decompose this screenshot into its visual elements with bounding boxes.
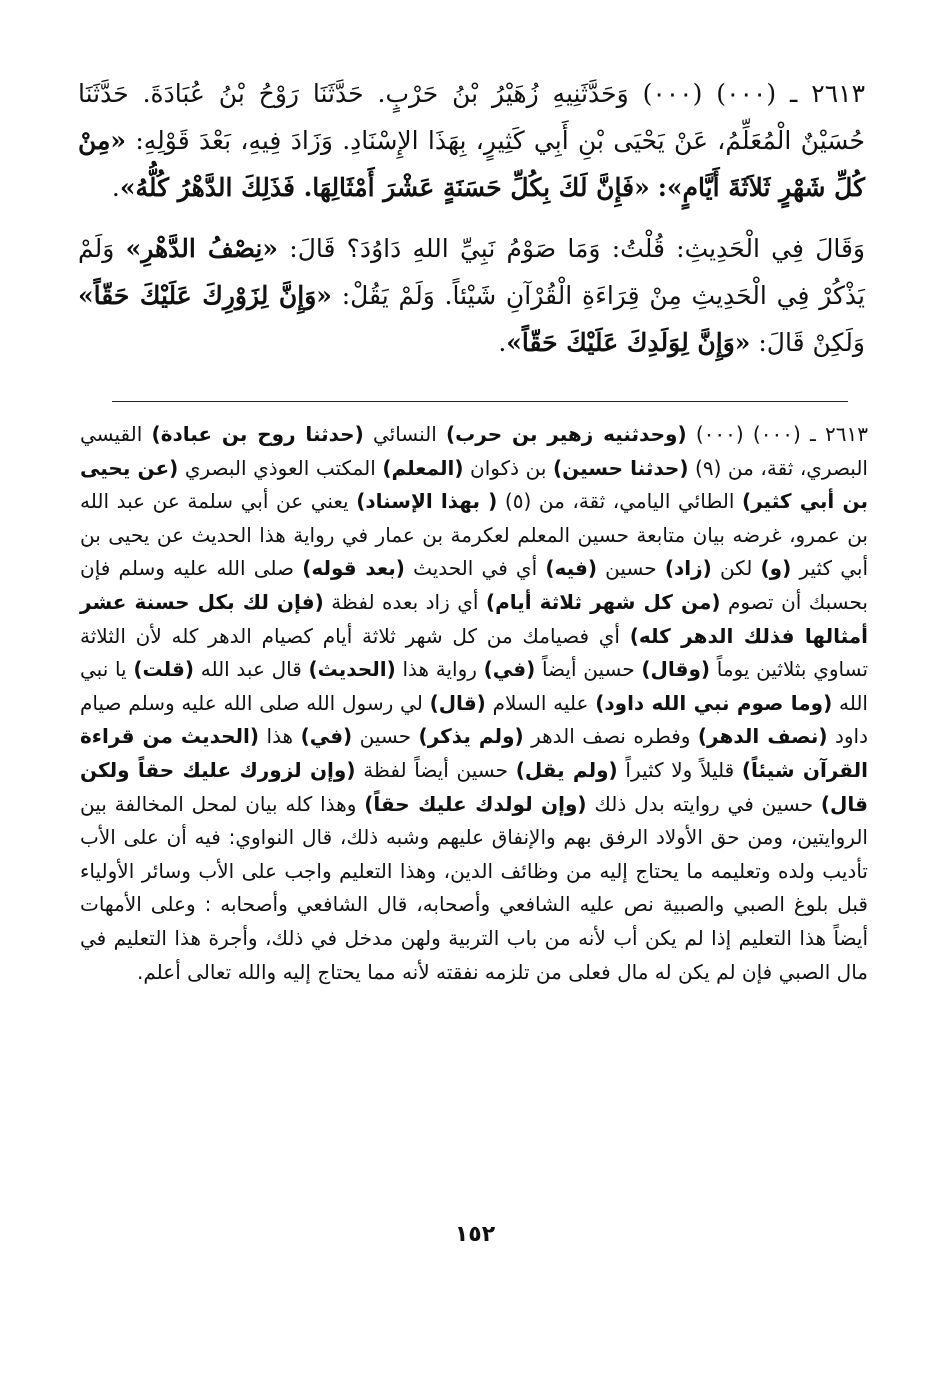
commentary-text: وهذا كله بيان لمحل المخالفة بين الروايتين، ومن حق الأولاد الرفق بهم والإنفاق عليهم وشبه ذلك، قال النواوي: فيه أن على الأب تأديب ولده وتعليمه ما يحتاج إليه من وظائف الدين، وهذا التعليم واجب على الأب وسائر الأولياء قبل بلوغ الصبي والصبية نص عليه الشافعي وأصحابه، قال الشافعي وأصحابه : وعلى الأمهات أيضاً هذا التعليم إذا لم يكن أب لأنه من باب التربية ولهن مدخل في ذلك، وأجرة هذا التعليم في مال الصبي فإن لم يكن له مال فعلى من تلزمه نفقته لأنه مما يحتاج إليه والله تعالى أعلم. bbox=[80, 791, 868, 984]
section-divider bbox=[112, 401, 848, 402]
commentary-quote: (المعلم) bbox=[382, 455, 464, 480]
hadith-text-segment: وَقَالَ فِي الْحَدِيثِ: قُلْتُ: وَمَا صَوْمُ نَبِيِّ اللهِ دَاوُدَ؟ قَالَ: bbox=[289, 234, 865, 263]
commentary-text: ٢٦١٣ ـ (٠٠٠) (٠٠٠) bbox=[686, 422, 869, 446]
commentary-text: الطائي اليامي، ثقة، من (٥) bbox=[497, 489, 742, 514]
commentary-quote: (فإن لك بكل حسنة عشر أمثالها فذلك الدهر كله) bbox=[80, 589, 868, 648]
commentary-text: رواية هذا bbox=[395, 657, 484, 682]
commentary-paragraph bbox=[80, 418, 868, 989]
hadith-paragraph-1 bbox=[78, 70, 865, 211]
commentary-text: عليه السلام bbox=[485, 690, 596, 715]
commentary-text: بن ذكوان bbox=[463, 455, 553, 480]
commentary-quote: (وقال) bbox=[641, 657, 711, 682]
commentary-text: النسائي bbox=[363, 422, 447, 446]
hadith-quote: «فَإِنَّ لَكَ بِكُلِّ حَسَنَةٍ عَشْرَ أَمْثَالِهَا. فَذَلِكَ الدَّهْرُ كُلُّهُ» bbox=[119, 173, 650, 202]
commentary-quote: (الحديث من قراءة القرآن شيئاً) bbox=[80, 724, 868, 782]
commentary-quote: (قال) bbox=[429, 690, 486, 715]
commentary-quote: (الحديث) bbox=[308, 657, 396, 682]
hadith-text-segment: وَلَمْ يَذْكُرْ فِي الْحَدِيثِ مِنْ قِرَاءَةِ الْقُرْآنِ شَيْئاً. وَلَمْ يَقُلْ: bbox=[78, 234, 865, 310]
commentary-text: أي في الحديث bbox=[404, 556, 546, 581]
commentary-text: قال عبد الله bbox=[194, 657, 309, 682]
page-number: ١٥٢ bbox=[454, 1222, 496, 1247]
commentary-text: يا نبي الله bbox=[80, 657, 868, 715]
commentary-quote: (وإن لولدك عليك حقاً) bbox=[364, 791, 587, 816]
commentary-text: هذا bbox=[259, 724, 301, 749]
commentary-quote: (زاد) bbox=[664, 556, 712, 581]
commentary-text: لي رسول الله صلى الله عليه وسلم صيام داود bbox=[80, 690, 868, 749]
commentary-text: صلى الله عليه وسلم فإن بحسبك أن تصوم bbox=[80, 556, 868, 614]
commentary-quote: (بعد قوله) bbox=[302, 556, 405, 581]
commentary-quote: (عن يحيى بن أبي كثير) bbox=[80, 455, 868, 514]
commentary-quote: ( بهذا الإسناد) bbox=[356, 489, 498, 514]
commentary-quote: (ولم يقل) bbox=[515, 757, 618, 782]
commentary-quote: (حدثنا حسين) bbox=[552, 455, 689, 480]
commentary-quote: (وإن لزورك عليك حقاً ولكن قال) bbox=[80, 757, 869, 816]
commentary-quote: (من كل شهر ثلاثة أيام) bbox=[485, 589, 721, 614]
commentary-text: حسين bbox=[597, 556, 665, 581]
hadith-text-segment: وَلَكِنْ قَالَ: bbox=[758, 328, 865, 357]
commentary bbox=[80, 418, 868, 989]
hadith-paragraph-2 bbox=[78, 225, 865, 366]
commentary-text: أي فصيامك من كل شهر ثلاثة أيام كصيام الدهر كله لأن الثلاثة تساوي بثلاثين يوماً bbox=[80, 623, 869, 682]
commentary-quote: (وما صوم نبي الله داود) bbox=[595, 690, 833, 715]
punctuation: . bbox=[111, 173, 120, 202]
commentary-text: يعني عن أبي سلمة عن عبد الله بن عمرو، غرضه بيان متابعة حسين المعلم لعكرمة بن عمار في رواية هذا الحديث عن يحيى بن أبي كثير bbox=[80, 489, 869, 581]
hadith-quote: «مِنْ كُلِّ شَهْرٍ ثَلاَثَةَ أَيَّامٍ»: bbox=[78, 126, 865, 202]
commentary-quote: (حدثنا روح بن عبادة) bbox=[151, 422, 364, 446]
commentary-quote: (في) bbox=[300, 724, 353, 749]
commentary-text: وفطره نصف الدهر bbox=[523, 724, 698, 749]
hadith-quote: «وَإِنَّ لِوَلَدِكَ عَلَيْكَ حَقّاً» bbox=[506, 328, 751, 357]
commentary-text: حسين في روايته بدل ذلك bbox=[586, 791, 821, 816]
commentary-quote: (وحدثنيه زهير بن حرب) bbox=[446, 422, 687, 446]
commentary-quote: (فيه) bbox=[545, 556, 597, 581]
punctuation: . bbox=[498, 328, 507, 357]
commentary-quote: (قلت) bbox=[133, 657, 195, 682]
commentary-text: حسين bbox=[352, 724, 419, 749]
commentary-text: المكتب العوذي البصري bbox=[178, 455, 383, 480]
hadith-quote: «نِصْفُ الدَّهْرِ» bbox=[125, 234, 279, 263]
commentary-quote: (في) bbox=[483, 657, 536, 682]
commentary-quote: (و) bbox=[760, 556, 792, 581]
commentary-text: أي زاد بعده لفظة bbox=[323, 589, 486, 614]
hadith-text bbox=[78, 70, 865, 366]
hadith-quote: «وَإِنَّ لِزَوْرِكَ عَلَيْكَ حَقّاً» bbox=[78, 281, 332, 310]
commentary-text: القيسي البصري، ثقة، من (٩) bbox=[80, 422, 868, 480]
commentary-text: حسين أيضاً لفظة bbox=[355, 757, 516, 782]
commentary-text: قليلاً ولا كثيراً bbox=[617, 757, 742, 782]
commentary-quote: (نصف الدهر) bbox=[697, 724, 828, 749]
commentary-text: حسين أيضاً bbox=[535, 657, 642, 682]
hadith-chain: ٢٦١٣ ـ (٠٠٠) (٠٠٠) وَحَدَّثَنِيهِ زُهَيْرُ بْنُ حَرْبٍ. حَدَّثَنَا رَوْحُ بْنُ عُبَادَةَ. حَدَّثَنَا حُسَيْنٌ الْمُعَلِّمُ، عَنْ يَحْيَى بْنِ أَبِي كَثِيرٍ، بِهَذَا الإِسْنَادِ. وَزَادَ فِيهِ، بَعْدَ قَوْلِهِ: bbox=[78, 79, 865, 155]
commentary-quote: (ولم يذكر) bbox=[418, 724, 524, 749]
commentary-text: لكن bbox=[711, 556, 761, 581]
